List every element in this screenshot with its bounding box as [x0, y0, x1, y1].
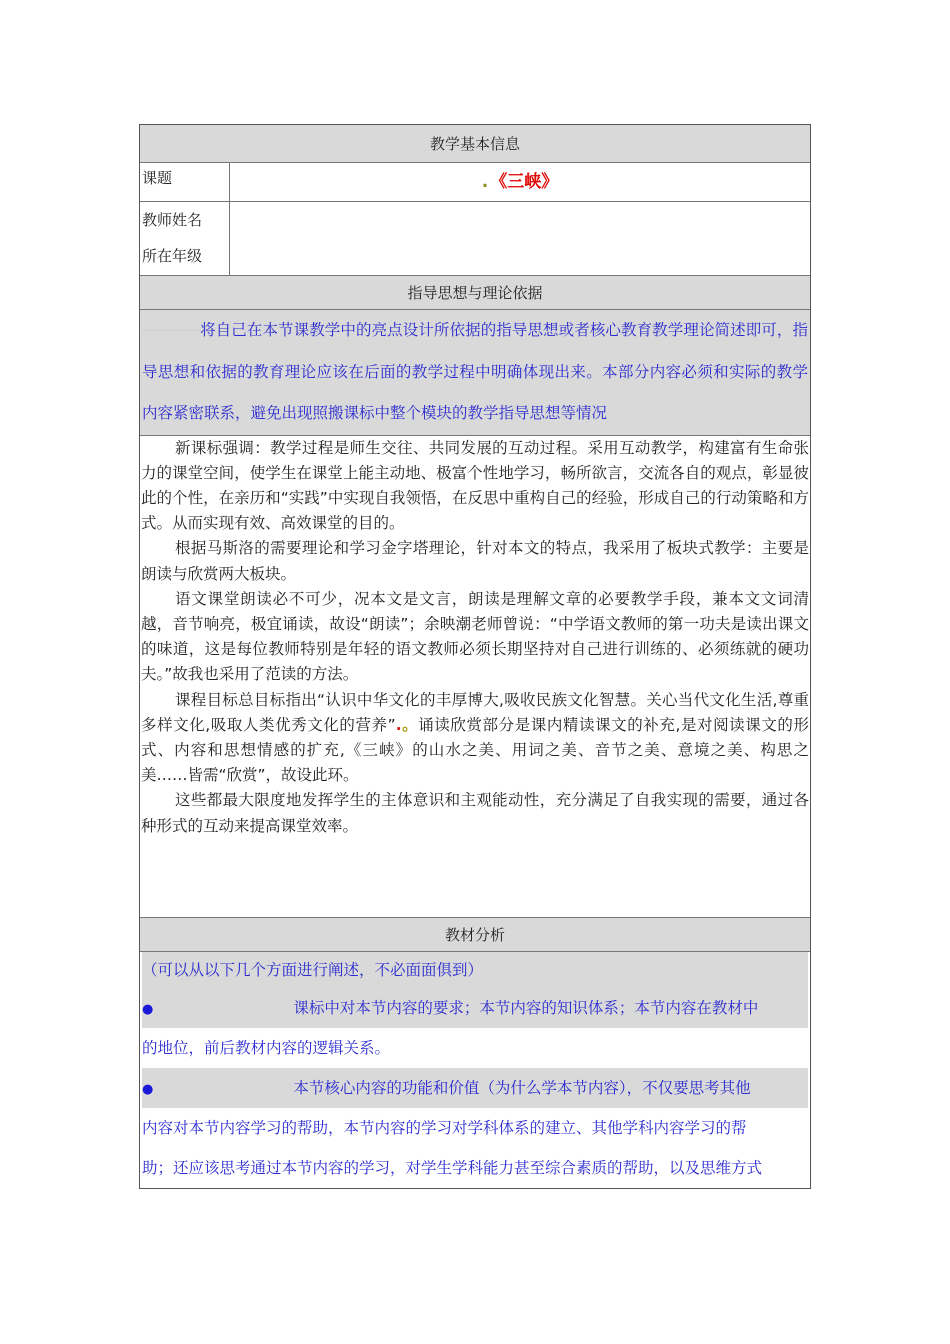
mark: .: [395, 715, 402, 734]
section-header-basic-info: [140, 125, 810, 163]
bullet-continuation: 的地位，前后教材内容的逻辑关系。: [142, 1028, 808, 1068]
bullet-item: [142, 988, 808, 1028]
bullet-dot-icon: ●: [142, 1081, 154, 1097]
bullet-text: 本节核心内容的功能和价值（为什么学本节内容），不仅要思考其他: [293, 1078, 751, 1097]
teacher-grade-row: [140, 202, 810, 276]
section-header-material: [140, 918, 810, 952]
paragraph-part: 课程目标总目标指出“认识中华文化的丰厚博大,吸收民族文化智慧。关心当代文化生活,尊重多样文化,吸取人类优秀文化的营养”: [141, 690, 809, 734]
section-title: 指导思想与理论依据: [407, 284, 543, 302]
section-header-guide: [140, 276, 810, 310]
bullet-continuation: 内容对本节内容学习的帮助，本节内容的学习对学科体系的建立、其他学科内容学习的帮: [142, 1108, 808, 1148]
topic-label: 课题: [140, 163, 230, 201]
bullet-text: 课标中对本节内容的要求；本节内容的知识体系；本节内容在教材中: [293, 998, 759, 1017]
paragraph: 新课标强调：教学过程是师生交往、共同发展的互动过程。采用互动教学，构建富有生命张力的课堂空间，使学生在课堂上能主动地、极富个性地学习，畅所欲言，交流各自的观点，彰显彼此的个性，在亲历和“实践”中实现自我领悟，在反思中重构自己的经验，形成自己的行动策略和方式。从而实现有效、高效课堂的目的。: [141, 438, 809, 533]
section-title: 教材分析: [444, 925, 505, 944]
guide-content[interactable]: [140, 436, 810, 918]
guide-instruction-text: 将自己在本节课教学中的亮点设计所依据的指导思想或者核心教育教学理论简述即可，指导思想和依据的教育理论应该在后面的教学过程中明确体现出来。本部分内容必须和实际的教学内容紧密联系，避免出现照搬课标中整个模块的教学指导思想等情况: [142, 321, 808, 422]
paragraph: 语文课堂朗读必不可少，况本文是文言，朗读是理解文章的必要教学手段，兼本文文词清越，音节响亮，极宜诵读，故设“朗读”；余映潮老师曾说：“中学语文教师的第一功夫是读出课文的味道，这是每位教师特别是年轻的语文教师必须长期坚持对自己进行训练的、必须练就的硬功夫。”故我也采用了范读的方法。: [141, 589, 809, 684]
guide-instruction: [140, 310, 810, 436]
bullet-dot-icon: ●: [142, 1001, 154, 1017]
paragraph: 这些都最大限度地发挥学生的主体意识和主观能动性，充分满足了自我实现的需要，通过各种形式的互动来提高课堂效率。: [141, 791, 809, 835]
teacher-grade-labels: [140, 202, 230, 275]
indent-spacer: [142, 330, 200, 331]
bullet-continuation: 助；还应该思考通过本节内容的学习，对学生学科能力甚至综合素质的帮助，以及思维方式: [142, 1148, 808, 1188]
topic-value-cell[interactable]: [230, 163, 810, 201]
grade-label: 所在年级: [142, 247, 203, 265]
bullet-item: [142, 1068, 808, 1108]
teacher-name-label: 教师姓名: [142, 211, 203, 229]
topic-prefix: .: [481, 172, 489, 192]
paragraph: 根据马斯洛的需要理论和学习金字塔理论，针对本文的特点，我采用了板块式教学：主要是朗读与欣赏两大板块。: [141, 539, 809, 583]
mark: 。: [401, 715, 419, 734]
topic-row: [140, 163, 810, 202]
material-instructions: [140, 952, 810, 1188]
section-title: 教学基本信息: [429, 135, 520, 153]
lesson-plan-table: [139, 124, 811, 1189]
material-note: （可以从以下几个方面进行阐述，不必面面俱到）: [142, 952, 808, 988]
paragraph-part: 诵读欣赏部分是课内精读课文的补充,是对阅读课文的形式、内容和思想情感的扩充,《三峡》的山水之美、用词之美、音节之美、意境之美、构思之美……皆需“欣赏”，故设此环。: [141, 715, 809, 785]
paragraph: [141, 688, 809, 789]
topic-value: 《三峡》: [490, 172, 559, 192]
teacher-grade-value-cell[interactable]: [230, 202, 810, 275]
